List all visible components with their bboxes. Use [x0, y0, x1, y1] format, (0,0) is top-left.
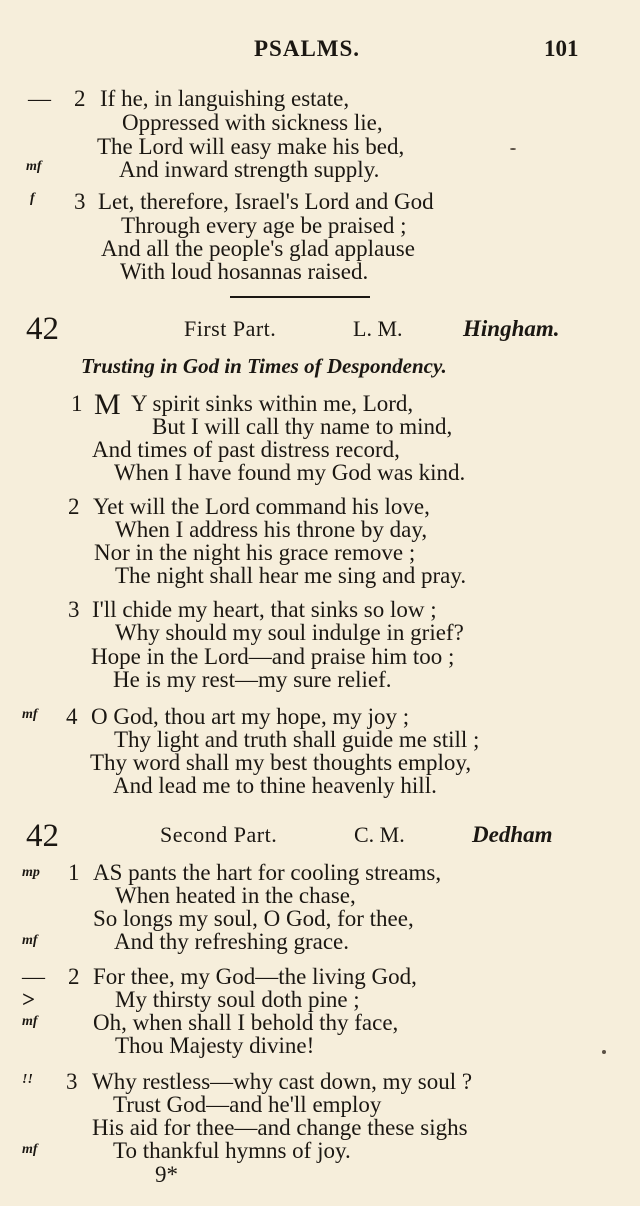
hymn-meter: C. M.	[354, 822, 405, 847]
verse-line: Thy light and truth shall guide me still ;	[114, 727, 480, 752]
page-header: PSALMS.	[254, 36, 361, 61]
verse-line: Thy word shall my best thoughts employ,	[90, 750, 472, 775]
dynamic-mark: mf	[22, 707, 38, 722]
dynamic-mark: !!	[22, 1072, 33, 1087]
hymn-part: Second Part.	[160, 822, 278, 847]
verse-line: Let, therefore, Israel's Lord and God	[98, 189, 434, 214]
verse-line: My thirsty soul doth pine ;	[115, 987, 360, 1012]
dynamic-mark: mf	[22, 1014, 38, 1029]
verse-line: When heated in the chase,	[115, 883, 356, 908]
verse-line: And times of past distress record,	[92, 437, 400, 462]
dynamic-mark: mf	[22, 1142, 38, 1157]
hymn-part: First Part.	[184, 316, 277, 341]
verse-line: Nor in the night his grace remove ;	[94, 540, 416, 565]
dynamic-mark: mf	[26, 159, 42, 174]
signature-mark: 9*	[155, 1162, 178, 1187]
verse-line: The night shall hear me sing and pray.	[115, 563, 467, 588]
verse-line: AS pants the hart for cooling streams,	[93, 860, 442, 885]
verse-line: When I address his throne by day,	[115, 517, 428, 542]
verse-line: So longs my soul, O God, for thee,	[93, 906, 414, 931]
paper-speck	[510, 148, 516, 150]
verse-line: Trust God—and he'll employ	[113, 1092, 382, 1117]
verse-line: And thy refreshing grace.	[114, 929, 350, 954]
verse-line: Hope in the Lord—and praise him too ;	[91, 644, 455, 669]
verse-number: 3	[68, 597, 80, 622]
verse-line: But I will call thy name to mind,	[152, 414, 453, 439]
verse-line: Yet will the Lord command his love,	[93, 494, 430, 519]
section-divider	[230, 296, 370, 298]
hymn-subtitle: Trusting in God in Times of Despondency.	[81, 354, 447, 378]
dynamic-mark: f	[30, 191, 35, 206]
verse-line: Oh, when shall I behold thy face,	[93, 1010, 399, 1035]
dynamic-mark: mp	[22, 865, 40, 880]
verse-line: Thou Majesty divine!	[115, 1033, 315, 1058]
dynamic-mark: —	[22, 964, 45, 989]
verse-line: To thankful hymns of joy.	[113, 1138, 351, 1163]
dynamic-mark: >	[22, 987, 36, 1012]
verse-number: 1	[71, 391, 83, 416]
verse-line: When I have found my God was kind.	[114, 460, 466, 485]
verse-line: Why should my soul indulge in grief?	[115, 620, 464, 645]
verse-line: And lead me to thine heavenly hill.	[113, 773, 437, 798]
verse-line: With loud hosannas raised.	[120, 259, 369, 284]
verse-line: The Lord will easy make his bed,	[97, 134, 405, 159]
verse-line: For thee, my God—the living God,	[93, 964, 417, 989]
verse-number: 2	[68, 964, 80, 989]
verse-line: Why restless—why cast down, my soul ?	[92, 1069, 473, 1094]
hymn-number: 42	[26, 818, 59, 854]
verse-line: I'll chide my heart, that sinks so low ;	[92, 597, 437, 622]
hymn-meter: L. M.	[353, 316, 403, 341]
verse-number: 2	[74, 86, 86, 111]
hymn-number: 42	[26, 311, 59, 347]
verse-line: Oppressed with sickness lie,	[122, 110, 383, 135]
dynamic-mark: mf	[22, 933, 38, 948]
verse-number: 3	[66, 1069, 78, 1094]
verse-line: And inward strength supply.	[119, 157, 380, 182]
verse-line: Through every age be praised ;	[121, 213, 407, 238]
verse-line: His aid for thee—and change these sighs	[92, 1115, 468, 1140]
verse-line: Y spirit sinks within me, Lord,	[131, 391, 414, 416]
verse-line: And all the people's glad applause	[101, 236, 415, 261]
verse-line: If he, in languishing estate,	[100, 86, 350, 111]
verse-number: 2	[68, 494, 80, 519]
verse-number: 3	[74, 189, 86, 214]
paper-speck	[602, 1050, 606, 1054]
verse-line: O God, thou art my hope, my joy ;	[91, 704, 410, 729]
page-number: 101	[544, 36, 579, 61]
verse-number: 4	[66, 704, 78, 729]
drop-capital: M	[94, 388, 121, 421]
hymn-tune: Dedham	[472, 822, 553, 847]
dynamic-mark: —	[28, 86, 51, 111]
verse-number: 1	[68, 860, 80, 885]
hymn-tune: Hingham.	[463, 316, 560, 341]
verse-line: He is my rest—my sure relief.	[113, 667, 392, 692]
